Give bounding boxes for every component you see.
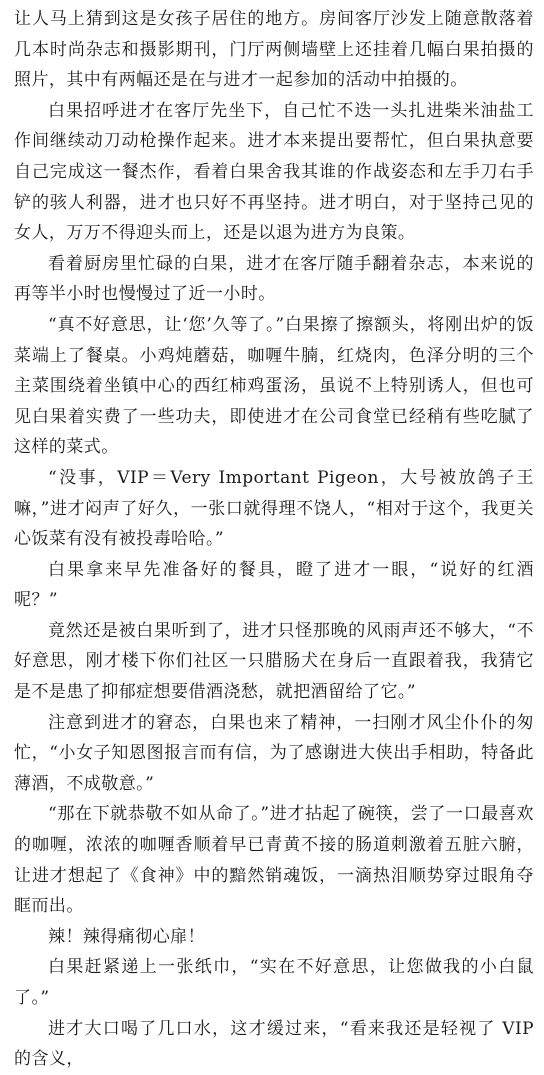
paragraph-10: 辣！辣得痛彻心扉！ (48, 926, 206, 947)
paragraph-7: 竟然还是被白果听到了，进才只怪那晚的风雨声还不够大，“不好意思，刚才楼下你们社区一只腊肠犬在身后一直跟着我，我猜它是不是患了抑郁症想要借酒浇愁，就把酒留给了它。” (14, 620, 534, 703)
paragraph-5: “没事，VIP＝Very Important Pigeon，大号被放鸽子王嘛，”进才闷声了好久，一张口就得理不饶人，“相对于这个，我更关心饭菜有没有被投毒哈哈。” (14, 467, 534, 550)
paragraph-9: “那在下就恭敬不如从命了。”进才拈起了碗筷，尝了一口最喜欢的咖喱，浓浓的咖喱香顺着早已青黄不接的肠道刺激着五脏六腑，让进才想起了《食神》中的黯然销魂饭，一滴热泪顺势穿过眼角夺眶而出。 (14, 804, 534, 917)
paragraph-2: 白果招呼进才在客厅先坐下，自己忙不迭一头扎进柴米油盐工作间继续动刀动枪操作起来。进才本来提出要帮忙，但白果执意要自己完成这一餐杰作，看着白果舍我其谁的作战姿态和左手刀右手铲的骇人利器，进才也只好不再坚持。进才明白，对于坚持己见的女人，万万不得迎头而上，还是以退为进方为良策。 (14, 100, 534, 244)
paragraph-8: 注意到进才的窘态，白果也来了精神，一扫刚才风尘仆仆的匆忙，“小女子知恩图报言而有信，为了感谢进大侠出手相助，特备此薄酒，不成敬意。” (14, 712, 534, 794)
paragraph-12: 进才大口喝了几口水，这才缓过来，“看来我还是轻视了 VIP 的含义， (14, 1018, 534, 1070)
document-page (14, 4, 534, 1075)
paragraph-11: 白果赶紧递上一张纸巾，“实在不好意思，让您做我的小白鼠了。” (14, 957, 534, 1008)
paragraph-4: “真不好意思，让‘您’久等了。”白果擦了擦额头，将刚出炉的饭菜端上了餐桌。小鸡炖蘑菇，咖喱牛腩，红烧肉，色泽分明的三个主菜围绕着坐镇中心的西红柿鸡蛋汤，虽说不上特别诱人，但也可见白果着实费了一些功夫，即使进才在公司食堂已经稍有些吃腻了这样的菜式。 (14, 314, 534, 458)
paragraph-3: 看着厨房里忙碌的白果，进才在客厅随手翻着杂志，本来说的再等半小时也慢慢过了近一小时。 (14, 253, 534, 305)
paragraph-1: 让人马上猜到这是女孩子居住的地方。房间客厅沙发上随意散落着几本时尚杂志和摄影期刊，门厅两侧墙壁上还挂着几幅白果拍摄的照片，其中有两幅还是在与进才一起参加的活动中拍摄的。 (14, 9, 534, 91)
paragraph-6: 白果拿来早先准备好的餐具，瞪了进才一眼，“说好的红酒呢？” (14, 559, 534, 611)
